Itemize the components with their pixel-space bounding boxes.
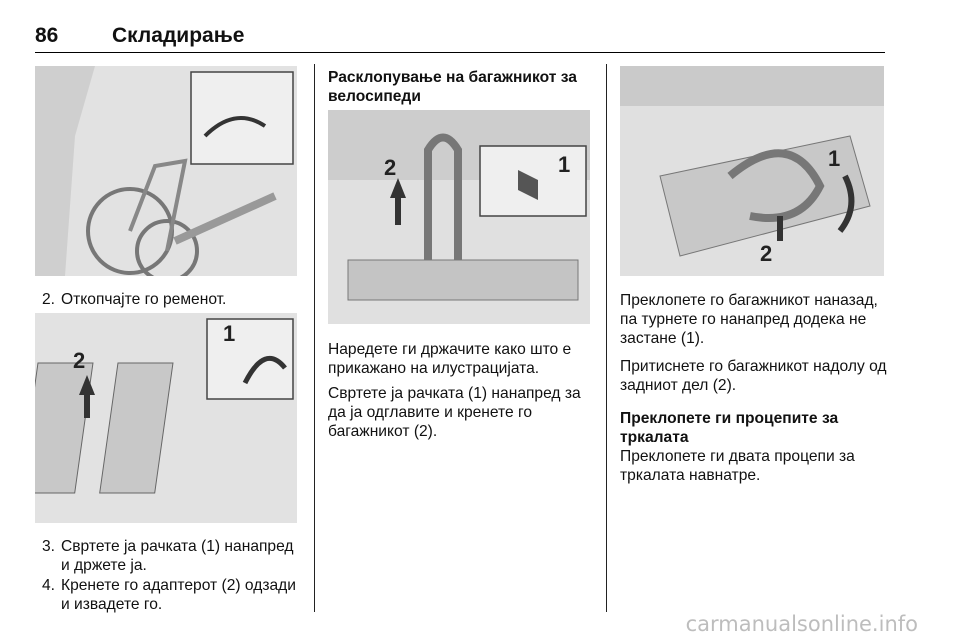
step-item xyxy=(42,537,304,575)
wheel-holder-handle-illustration xyxy=(35,313,297,523)
watermark: carmanualsonline.info xyxy=(685,612,918,636)
carrier-fold-back-illustration xyxy=(620,66,884,276)
figure-label: 1 xyxy=(828,146,841,171)
step-item xyxy=(42,576,304,614)
body-paragraph: Преклопете го багажникот наназад, па турнете го нанапред додека не застане (1). xyxy=(620,292,878,347)
page-number: 86 xyxy=(35,24,59,47)
figure-label: 2 xyxy=(384,155,397,180)
step-text: Откопчајте го ременот. xyxy=(61,291,227,308)
figure-label: 2 xyxy=(760,241,773,266)
body-paragraph: Свртете ја рачката (1) нанапред за да ја одглавите и кренете го багажникот (2). xyxy=(328,385,581,440)
step-item xyxy=(42,290,304,309)
body-paragraph: Наредете ги држачите како што е прикажано на илустрацијата. xyxy=(328,341,572,377)
section-heading: Преклопете ги процепите за тркалата xyxy=(620,410,839,446)
step-number: 4. xyxy=(42,577,56,594)
figure-label: 1 xyxy=(558,152,571,177)
step-text: Свртете ја рачката (1) нанапред и држете ја. xyxy=(61,538,294,574)
section-heading: Расклопување на багажникот за велосипеди xyxy=(328,69,577,105)
step-number: 3. xyxy=(42,538,56,555)
column-divider xyxy=(606,64,607,612)
step-text: Кренете го адаптерот (2) одзади и извадете го. xyxy=(61,577,296,613)
column-divider xyxy=(314,64,315,612)
page-header xyxy=(35,18,885,53)
bike-carrier-strap-illustration xyxy=(35,66,297,276)
step-number: 2. xyxy=(42,291,56,308)
body-paragraph: Преклопете ги двата процепи за тркалата навнатре. xyxy=(620,448,855,484)
carrier-unfold-illustration xyxy=(328,110,590,324)
figure-label: 1 xyxy=(223,321,236,346)
figure-label: 2 xyxy=(73,348,86,373)
section-title: Складирање xyxy=(112,24,245,47)
body-paragraph: Притиснете го багажникот надолу од задниот дел (2). xyxy=(620,358,887,394)
